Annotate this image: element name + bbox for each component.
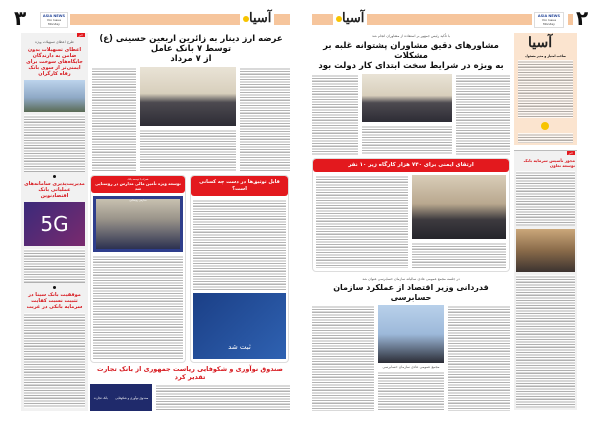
sidebar <box>21 33 88 411</box>
masthead: ASIA NEWS Vol. Issue Monday <box>40 12 68 28</box>
article-text <box>448 305 510 411</box>
sidebar-headline-3: موفقیت بانک سینا در تثبیت نسبت کفایت سرمایه بانکی در غربت <box>26 291 83 310</box>
separator-dot <box>53 286 56 289</box>
school-photo: مدارس روستایی <box>93 196 183 252</box>
photo-caption: مجمع عمومی عادی سازمان حسابرسی <box>382 365 440 369</box>
separator-dot <box>53 175 56 178</box>
article-text <box>362 125 452 155</box>
sidebar <box>514 150 577 410</box>
officials-photo <box>412 175 506 239</box>
boxed-story <box>312 158 510 272</box>
sidebar-headline-2: مدیریت‌پذیری سامانه‌های عملیاتی بانک اقتصادنوین <box>24 181 85 200</box>
sun-icon <box>541 122 549 130</box>
article-text <box>140 129 236 171</box>
article-text <box>92 67 136 171</box>
second-kicker: در جلسه مجمع عمومی عادی سالیانه سازمان حسابرسی عنوان شد <box>362 277 460 281</box>
article-text <box>193 199 286 290</box>
second-headline: قدردانی وزیر اقتصاد از عملکرد سازمان حسابرسی <box>333 283 489 302</box>
bottom-story <box>90 365 290 411</box>
logo: آسیا <box>240 12 274 25</box>
article-text <box>93 255 183 359</box>
sidebar-tag: خبر <box>568 151 573 155</box>
box-left-header: همراه با توسعه بانک توسعه ویژه تأمین مالی مدارس در روستایی شد <box>91 176 185 193</box>
bottom-headline: صندوق نوآوری و شکوفایی ریاست جمهوری از بانک تجارت تقدیر کرد <box>97 365 283 381</box>
partner-logos: بانک تجارت صندوق نوآوری و شکوفایی <box>90 384 152 411</box>
second-story <box>312 277 510 411</box>
lead-headline: مشاورهای دقیق مشاوران پشتوانه غلبه بر مشکلات به ویژه در شرایط سخت ابتدای کار دولت بود <box>318 41 504 71</box>
box-left <box>90 175 186 363</box>
article-text <box>312 305 374 411</box>
article-text <box>312 74 358 155</box>
sidebar-kicker: طرح اعطای تسهیلات ویژه <box>35 40 74 44</box>
meeting-photo <box>362 74 452 122</box>
meeting-photo <box>140 67 236 126</box>
lead-story <box>92 34 290 171</box>
imprint-title: صاحب امتیاز و مدیر مسئول <box>525 54 566 58</box>
building-photo <box>24 80 85 112</box>
article-text <box>156 384 290 411</box>
article-text <box>24 313 85 408</box>
lead-headline: عرضه ارز دینار به زائرین اربعین حسینی (ع) توسط ۷ بانک عامل از ۷ مرداد <box>99 34 283 64</box>
sidebar-tag: خبر <box>78 33 83 37</box>
masthead: ASIA NEWS Vol. Issue Monday <box>534 12 564 28</box>
article-text <box>456 74 510 155</box>
header-band-end <box>568 14 573 25</box>
article-text <box>316 175 408 268</box>
logo: آسیا <box>333 12 367 25</box>
box-right-header: قابل توثیق‌ها در دست چه کسانی است؟ <box>191 176 288 196</box>
article-text <box>516 275 575 408</box>
5g-image: 5G <box>24 202 85 246</box>
article-text <box>378 371 444 411</box>
sidebar-headline: مجوز تأسیس سرمایه بانک توسعه تعاون <box>523 158 575 168</box>
award-photo: ثبت شد <box>193 293 286 359</box>
article-text <box>24 249 85 282</box>
lead-kicker: با تأکید رئیس جمهور بر استفاده از مشاوران انجام شد <box>371 34 451 38</box>
imprint-text <box>518 60 573 118</box>
sidebar-headline-1: اعطای تسهیلات بدون ضامن به دارندگان جایگاه‌های سوخت برای ایمنی‌تر از سوی بانک رفاه کارگران <box>26 47 83 77</box>
boxed-story-header: ارتقای ایمنی برای ۷۴۰ هزار کارگاه زیر ۱۰ نفر <box>313 159 509 172</box>
page-number: ۳ <box>14 6 27 30</box>
imprint-logo: آسیا <box>528 35 553 51</box>
page-number: ۲ <box>576 6 589 30</box>
imprint-text <box>518 133 573 143</box>
article-text <box>240 67 290 171</box>
box-right <box>190 175 289 363</box>
conference-photo <box>516 229 575 272</box>
article-text <box>516 171 575 226</box>
minister-photo <box>378 305 444 363</box>
article-text <box>412 242 506 268</box>
article-text <box>24 115 85 172</box>
lead-story <box>312 34 510 155</box>
